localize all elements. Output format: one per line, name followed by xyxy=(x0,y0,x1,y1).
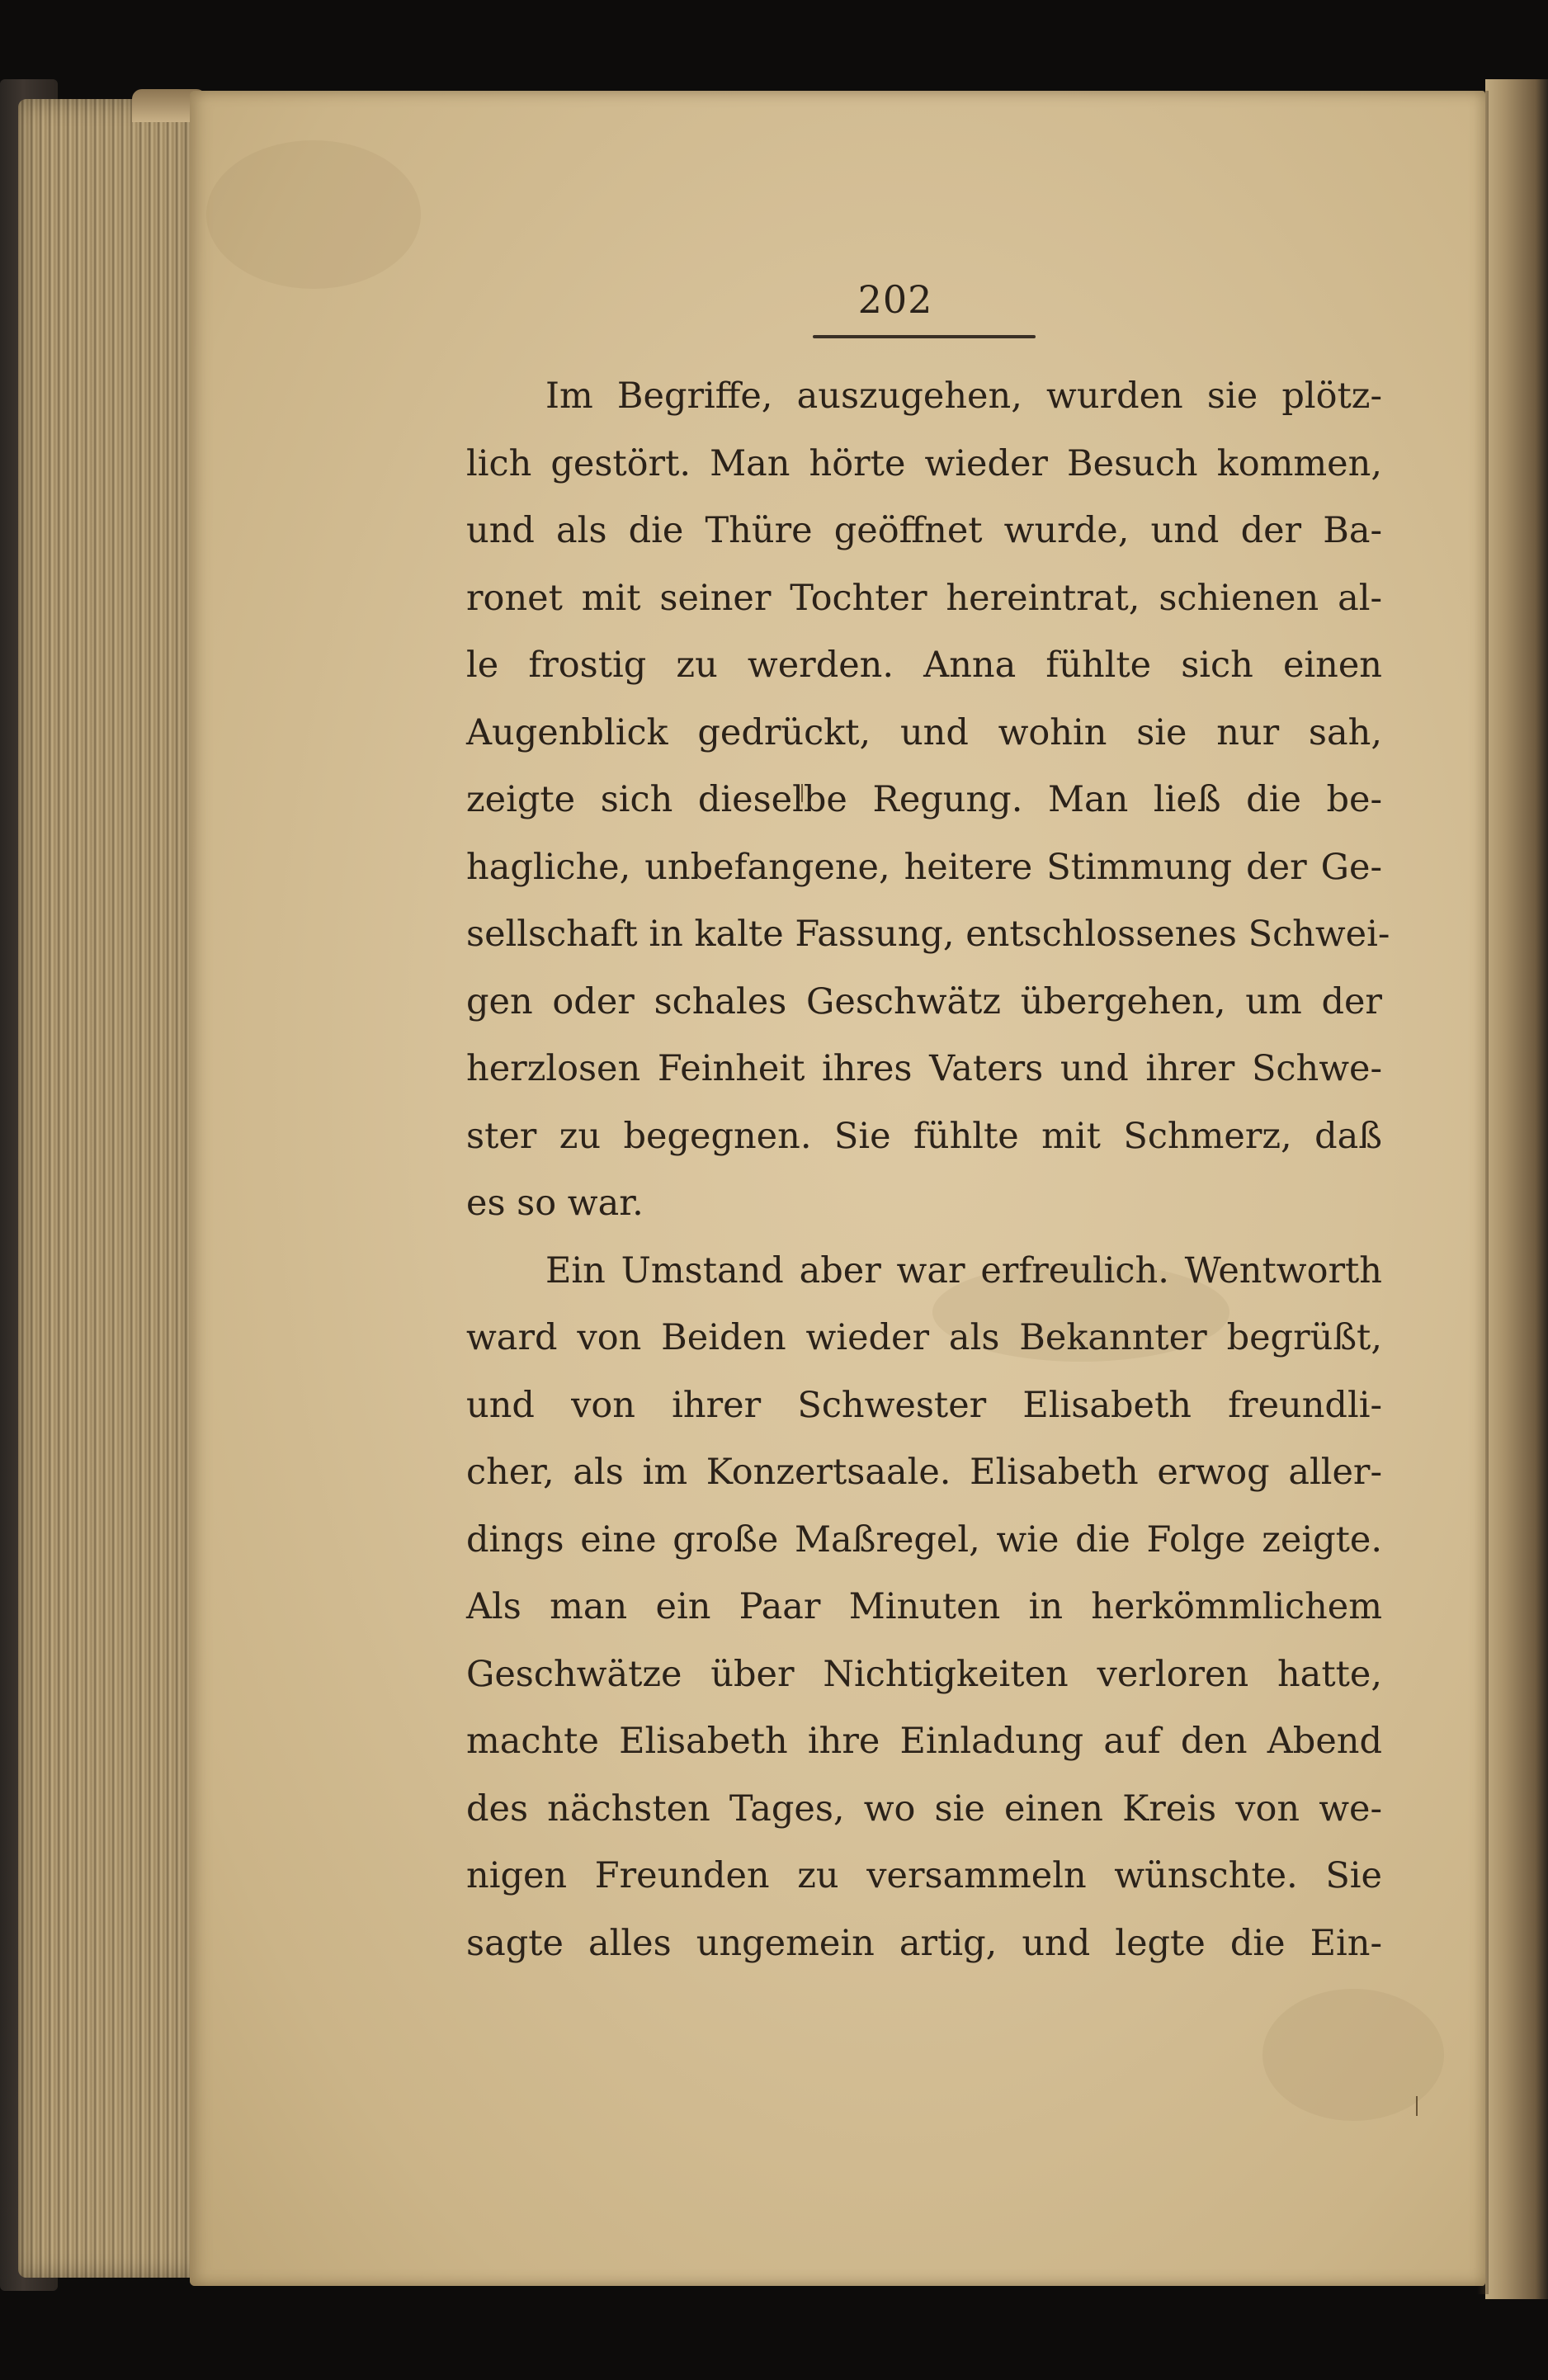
page-text xyxy=(466,363,1390,1977)
page-number: 202 xyxy=(857,277,933,322)
text-line: des nächsten Tages, wo sie einen Kreis von we- xyxy=(466,1787,1382,1830)
next-page-edge xyxy=(1485,79,1548,2299)
text-line: lich gestört. Man hörte wieder Besuch kommen, xyxy=(466,442,1382,484)
text-line: dings eine große Maßregel, wie die Folge zeigte. xyxy=(466,1518,1382,1561)
text-line: Geschwätze über Nichtigkeiten verloren hatte, xyxy=(466,1653,1382,1695)
text-line: und von ihrer Schwester Elisabeth freundli- xyxy=(466,1384,1382,1426)
text-line: es so war. xyxy=(466,1183,644,1224)
paper-stain xyxy=(206,140,421,289)
text-line: le frostig zu werden. Anna fühlte sich einen xyxy=(466,645,1382,686)
text-line: sellschaft in kalte Fassung, entschlossenes Schwei- xyxy=(466,914,1390,955)
text-line: zeigte sich dieselbe Regung. Man ließ die be- xyxy=(466,779,1382,820)
text-line: nigen Freunden zu versammeln wünschte. Sie xyxy=(466,1855,1382,1896)
text-line: hagliche, unbefangene, heitere Stimmung der Ge- xyxy=(466,846,1382,888)
text-line: Augenblick gedrückt, und wohin sie nur sah, xyxy=(466,711,1382,753)
text-line: cher, als im Konzertsaale. Elisabeth erwog aller- xyxy=(466,1452,1382,1493)
page-edges xyxy=(18,99,200,2278)
header-rule xyxy=(813,335,1036,338)
text-line: ward von Beiden wieder als Bekannter begrüßt, xyxy=(466,1317,1382,1358)
text-line: machte Elisabeth ihre Einladung auf den Abend xyxy=(466,1721,1382,1762)
text-line: sagte alles ungemein artig, und legte die Ein- xyxy=(466,1922,1382,1964)
paper-mark xyxy=(1416,2096,1418,2116)
text-line: Im Begriffe, auszugehen, wurden sie plötz- xyxy=(545,375,1382,417)
text-line: gen oder schales Geschwätz übergehen, um der xyxy=(466,980,1382,1022)
text-line: ster zu begegnen. Sie fühlte mit Schmerz, daß xyxy=(466,1115,1382,1157)
text-line: ronet mit seiner Tochter hereintrat, schienen al- xyxy=(466,577,1382,619)
text-line: Als man ein Paar Minuten in herkömmlichem xyxy=(466,1586,1382,1627)
text-line: Ein Umstand aber war erfreulich. Wentworth xyxy=(545,1249,1382,1292)
text-line: herzlosen Feinheit ihres Vaters und ihrer Schwe- xyxy=(466,1048,1382,1089)
text-line: und als die Thüre geöffnet wurde, und der Ba- xyxy=(466,510,1382,551)
